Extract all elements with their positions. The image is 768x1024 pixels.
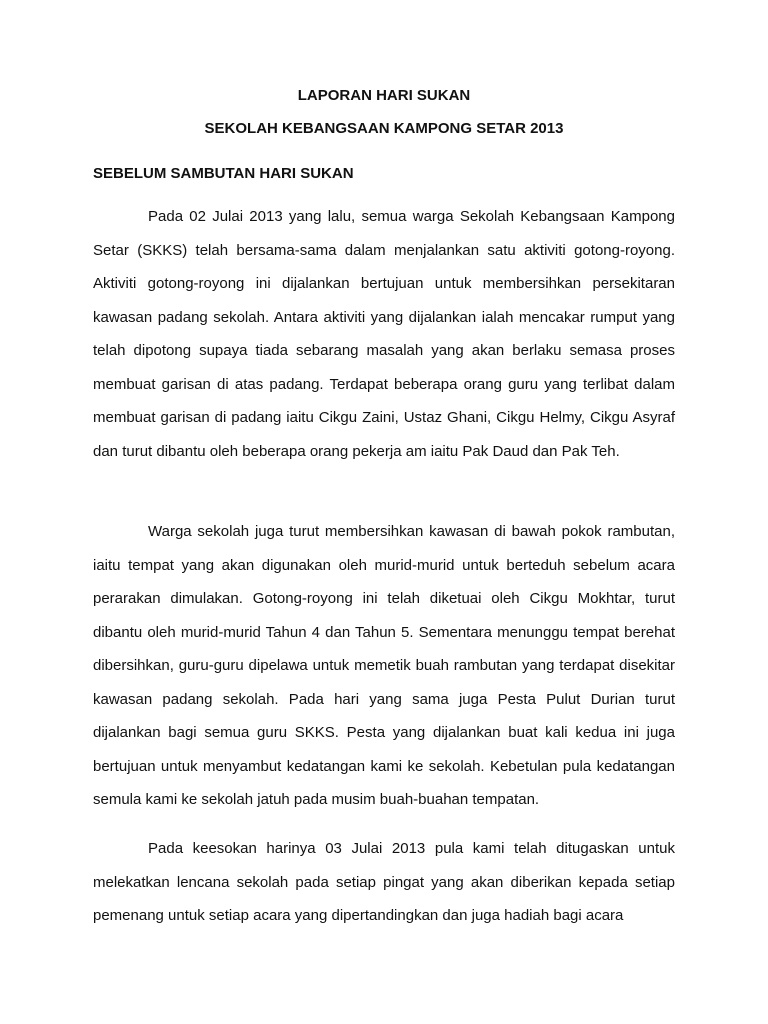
report-title: LAPORAN HARI SUKAN: [297, 87, 471, 104]
paragraph-3: Pada keesokan harinya 03 Julai 2013 pula kami telah ditugaskan untuk melekatkan lencana sekolah pada setiap pingat yang akan diberikan kepada setiap pemenang untuk setiap acara yang dipertandingkan dan juga hadiah bagi acara: [93, 840, 675, 924]
school-subtitle: SEKOLAH KEBANGSAAN KAMPONG SETAR 2013: [204, 120, 564, 137]
paragraph-1: Pada 02 Julai 2013 yang lalu, semua warga Sekolah Kebangsaan Kampong Setar (SKKS) telah bersama-sama dalam menjalankan satu aktiviti gotong-royong. Aktiviti gotong-royong ini dijalankan bertujuan untuk membersihkan persekitaran kawasan padang sekolah. Antara aktiviti yang dijalankan ialah mencakar rumput yang telah dipotong supaya tiada sebarang masalah yang akan berlaku semasa proses membuat garisan di atas padang. Terdapat beberapa orang guru yang terlibat dalam membuat garisan di padang iaitu Cikgu Zaini, Ustaz Ghani, Cikgu Helmy, Cikgu Asyraf dan turut dibantu oleh beberapa orang pekerja am iaitu Pak Daud dan Pak Teh.: [93, 208, 675, 460]
section-heading: SEBELUM SAMBUTAN HARI SUKAN: [93, 165, 354, 182]
paragraph-2: Warga sekolah juga turut membersihkan kawasan di bawah pokok rambutan, iaitu tempat yang akan digunakan oleh murid-murid untuk berteduh sebelum acara perarakan dimulakan. Gotong-royong ini telah diketuai oleh Cikgu Mokhtar, turut dibantu oleh murid-murid Tahun 4 dan Tahun 5. Sementara menunggu tempat berehat dibersihkan, guru-guru dipelawa untuk memetik buah rambutan yang terdapat disekitar kawasan padang sekolah. Pada hari yang sama juga Pesta Pulut Durian turut dijalankan bagi semua guru SKKS. Pesta yang dijalankan buat kali kedua ini juga bertujuan untuk menyambut kedatangan kami ke sekolah. Kebetulan pula kedatangan semula kami ke sekolah jatuh pada musim buah-buahan tempatan.: [93, 523, 675, 808]
